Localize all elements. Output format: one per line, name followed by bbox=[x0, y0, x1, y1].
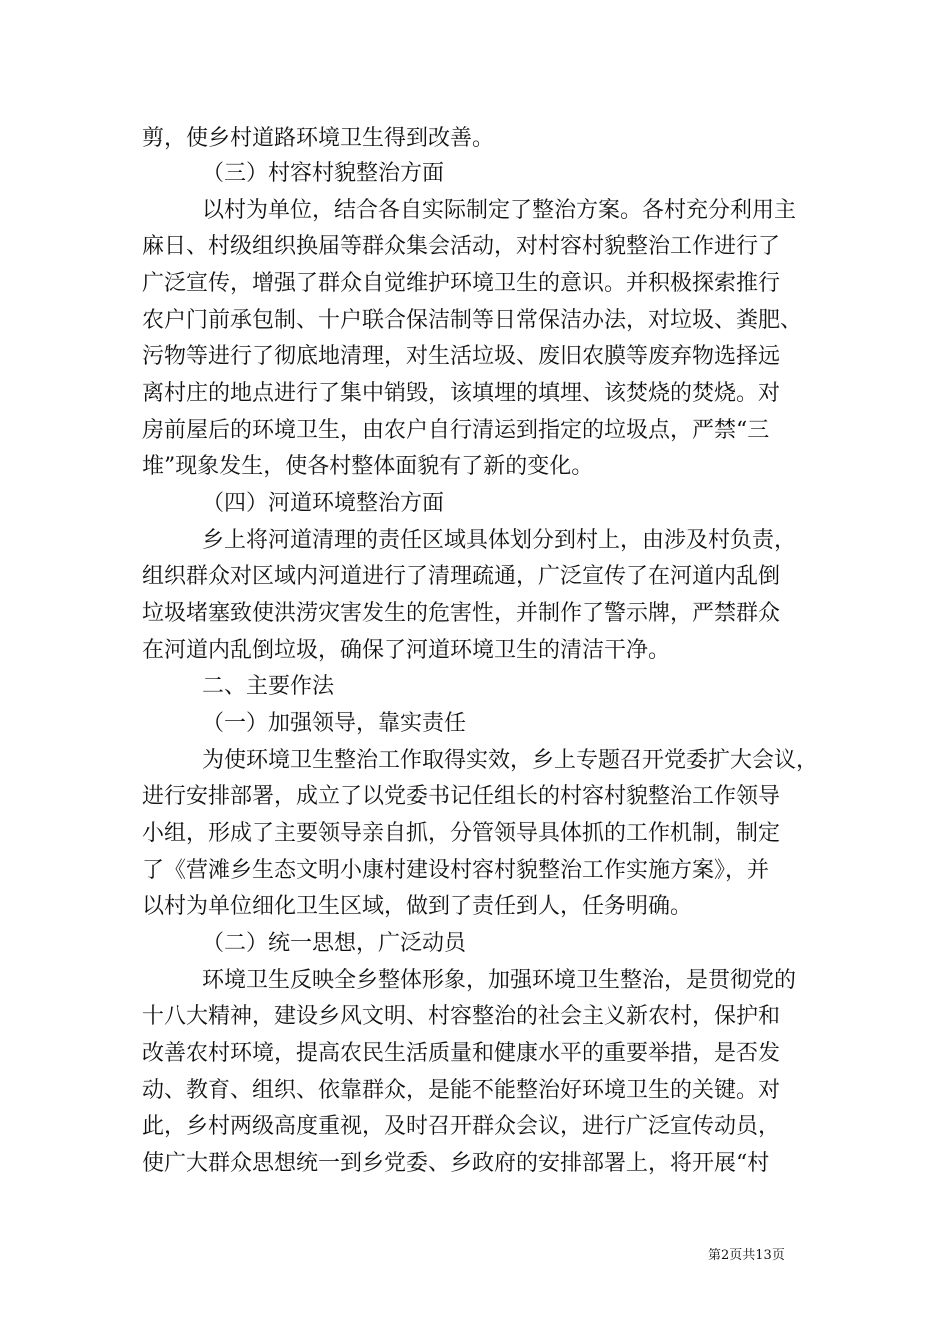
body-text-line: 垃圾堵塞致使洪涝灾害发生的危害性，并制作了警示牌，严禁群众 bbox=[142, 601, 781, 626]
body-text-line: 污物等进行了彻底地清理，对生活垃圾、废旧农膜等废弃物选择远 bbox=[142, 344, 781, 369]
section-heading: （四）河道环境整治方面 bbox=[202, 491, 445, 516]
body-text-line: 麻日、村级组织换届等群众集会活动，对村容村貌整治工作进行了 bbox=[142, 234, 781, 259]
section-heading: （二）统一思想，广泛动员 bbox=[202, 931, 467, 956]
body-text-line: 进行安排部署，成立了以党委书记任组长的村容村貌整治工作领导 bbox=[142, 784, 781, 809]
page-number-footer: 第2页共13页 bbox=[708, 1248, 785, 1263]
paragraph-start-line: 为使环境卫生整治工作取得实效，乡上专题召开党委扩大会议， bbox=[202, 748, 819, 773]
body-text-line: 了《营滩乡生态文明小康村建设村容村貌整治工作实施方案》，并 bbox=[142, 858, 770, 883]
paragraph-start-line: 以村为单位，结合各自实际制定了整治方案。各村充分利用主 bbox=[202, 198, 797, 223]
body-text-line: 动、教育、组织、依靠群众，是能不能整治好环境卫生的关键。对 bbox=[142, 1078, 781, 1103]
body-text-line: 农户门前承包制、十户联合保洁制等日常保洁办法，对垃圾、粪肥、 bbox=[142, 308, 803, 333]
section-heading: （三）村容村貌整治方面 bbox=[202, 161, 445, 186]
paragraph-start-line: 乡上将河道清理的责任区域具体划分到村上，由涉及村负责， bbox=[202, 528, 797, 553]
body-text-line: 十八大精神，建设乡风文明、村容整治的社会主义新农村，保护和 bbox=[142, 1004, 781, 1029]
body-text-line: 此，乡村两级高度重视，及时召开群众会议，进行广泛宣传动员， bbox=[142, 1114, 781, 1139]
section-heading: （一）加强领导，靠实责任 bbox=[202, 711, 467, 736]
body-text-line: 改善农村环境，提高农民生活质量和健康水平的重要举措，是否发 bbox=[142, 1041, 781, 1066]
body-text-line: 房前屋后的环境卫生，由农户自行清运到指定的垃圾点，严禁“三 bbox=[142, 418, 770, 443]
body-text-line: 使广大群众思想统一到乡党委、乡政府的安排部署上，将开展“村 bbox=[142, 1151, 770, 1176]
paragraph-start-line: 环境卫生反映全乡整体形象，加强环境卫生整治，是贯彻党的 bbox=[202, 968, 797, 993]
body-text-line: 以村为单位细化卫生区域，做到了责任到人，任务明确。 bbox=[142, 894, 693, 919]
body-text-line: 离村庄的地点进行了集中销毁，该填埋的填埋、该焚烧的焚烧。对 bbox=[142, 381, 781, 406]
section-heading: 二、主要作法 bbox=[202, 674, 335, 699]
body-text-line: 广泛宣传，增强了群众自觉维护环境卫生的意识。并积极探索推行 bbox=[142, 271, 781, 296]
body-text-line: 剪，使乡村道路环境卫生得到改善。 bbox=[142, 126, 495, 151]
body-text-line: 在河道内乱倒垃圾，确保了河道环境卫生的清洁干净。 bbox=[142, 638, 671, 663]
body-text-line: 堆”现象发生，使各村整体面貌有了新的变化。 bbox=[142, 454, 594, 479]
body-text-line: 小组，形成了主要领导亲自抓，分管领导具体抓的工作机制，制定 bbox=[142, 821, 781, 846]
body-text-line: 组织群众对区域内河道进行了清理疏通，广泛宣传了在河道内乱倒 bbox=[142, 564, 781, 589]
